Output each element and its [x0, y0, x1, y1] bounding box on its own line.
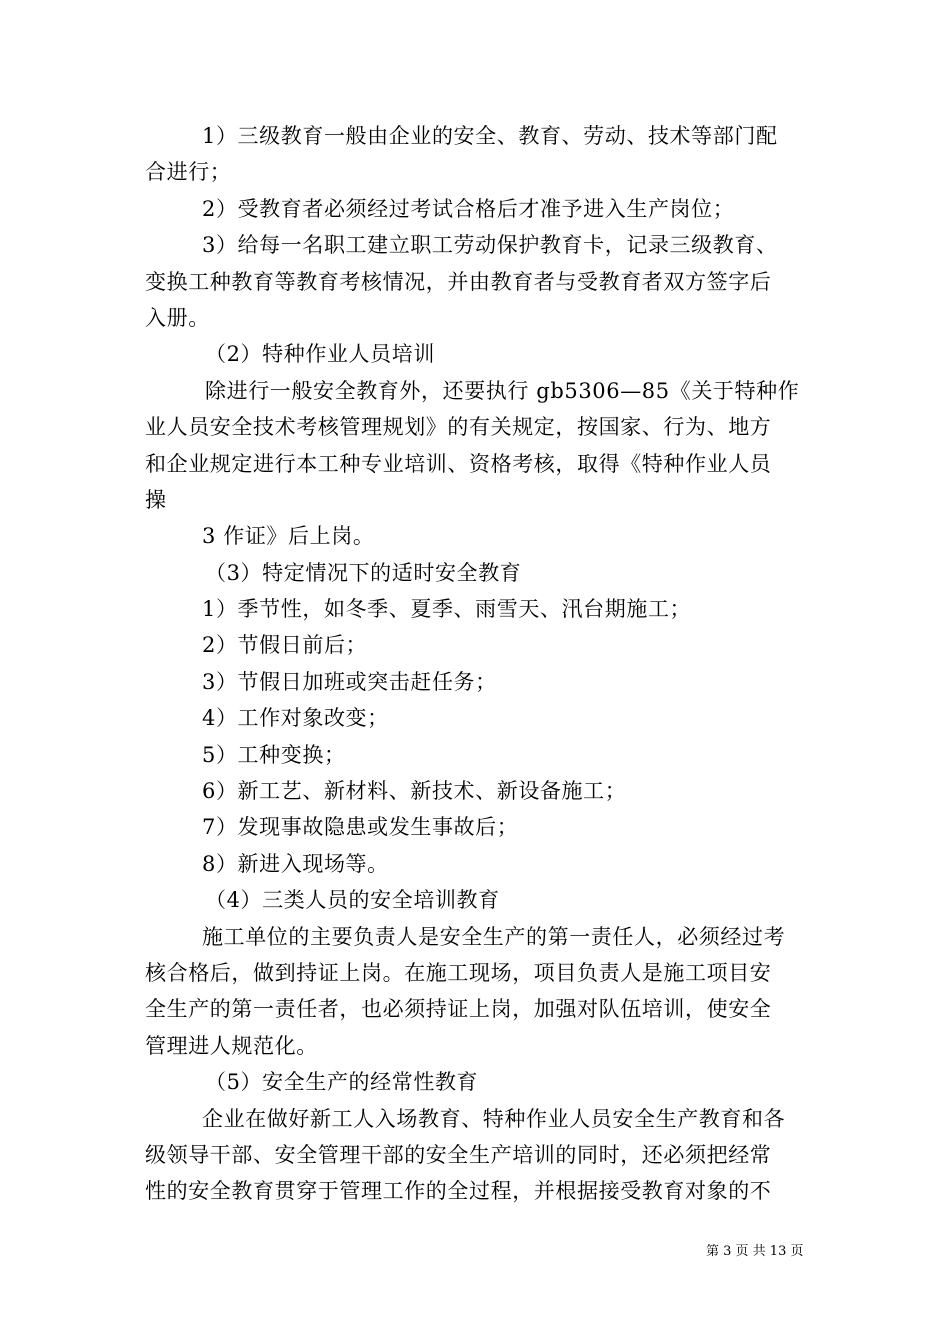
text-line: 3 作证》后上岗。 [202, 524, 375, 549]
text-line: 合进行； [145, 160, 232, 185]
text-line: 管理进人规范化。 [145, 1033, 318, 1058]
section-heading: （3）特定情况下的适时安全教育 [205, 560, 522, 585]
text-line: 全生产的第一责任者，也必须持证上岗，加强对队伍培训，使安全 [145, 997, 772, 1022]
list-item: 5）工种变换； [202, 742, 346, 767]
list-item: 3）节假日加班或突击赶任务； [202, 669, 497, 694]
text-line: 2）受教育者必须经过考试合格后才准予进入生产岗位； [202, 196, 735, 221]
list-item: 4）工作对象改变； [202, 706, 389, 731]
page-number-footer: 第 3 页 共 13 页 [706, 1244, 804, 1259]
text-line: 级领导干部、安全管理干部的安全生产培训的同时，还必须把经常 [145, 1142, 772, 1167]
text-line: 入册。 [145, 305, 210, 330]
text-line: 除进行一般安全教育外，还要执行 gb5306—85《关于特种作 [205, 378, 800, 403]
text-line: 核合格后，做到持证上岗。在施工现场，项目负责人是施工项目安 [145, 960, 772, 985]
section-heading: （5）安全生产的经常性教育 [205, 1070, 479, 1095]
document-body [145, 118, 810, 1210]
text-line: 1）三级教育一般由企业的安全、教育、劳动、技术等部门配 [202, 124, 778, 148]
list-item: 1）季节性，如冬季、夏季、雨雪天、汛台期施工； [202, 597, 692, 622]
text-line: 和企业规定进行本工种专业培训、资格考核，取得《特种作业人员 [145, 451, 772, 476]
section-heading: （4）三类人员的安全培训教育 [205, 888, 500, 913]
text-line: 操 [145, 487, 167, 512]
list-item: 2）节假日前后； [202, 633, 368, 658]
list-item: 7）发现事故隐患或发生事故后； [202, 815, 519, 840]
text-line: 3）给每一名职工建立职工劳动保护教育卡，记录三级教育、 [202, 233, 778, 258]
list-item: 8）新进入现场等。 [202, 851, 389, 876]
text-line: 变换工种教育等教育考核情况，并由教育者与受教育者双方签字后 [145, 269, 772, 294]
text-line: 企业在做好新工人入场教育、特种作业人员安全生产教育和各 [202, 1106, 786, 1131]
section-heading: （2）特种作业人员培训 [205, 342, 435, 367]
text-line: 业人员安全技术考核管理规划》的有关规定，按国家、行为、地方 [145, 415, 772, 440]
list-item: 6）新工艺、新材料、新技术、新设备施工； [202, 779, 627, 804]
text-line: 施工单位的主要负责人是安全生产的第一责任人，必须经过考 [202, 924, 786, 949]
text-line: 性的安全教育贯穿于管理工作的全过程，并根据接受教育对象的不 [145, 1179, 772, 1204]
